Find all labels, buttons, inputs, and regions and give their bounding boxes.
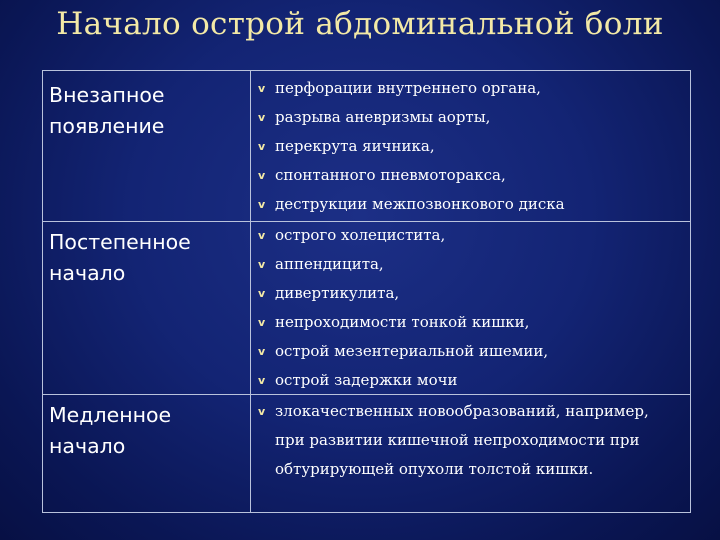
- list-item: v острого холецистита,: [258, 221, 688, 250]
- list-item: v перекрута яичника,: [258, 132, 688, 161]
- column-divider: [250, 71, 251, 512]
- list-item: v деструкции межпозвонкового диска: [258, 190, 688, 219]
- row-label-line: начало: [49, 261, 126, 285]
- list-item: v разрыва аневризмы аорты,: [258, 103, 688, 132]
- checkmark-v-icon: v: [258, 111, 266, 124]
- list-item: v острой мезентериальной ишемии,: [258, 337, 688, 366]
- cause-list-sudden: [258, 74, 688, 219]
- row-label-gradual: [49, 227, 245, 289]
- slide-title: Начало острой абдоминальной боли: [56, 6, 664, 42]
- checkmark-v-icon: v: [258, 287, 266, 300]
- checkmark-v-icon: v: [258, 374, 266, 387]
- cause-list-gradual: [258, 221, 688, 395]
- checkmark-v-icon: v: [258, 316, 266, 329]
- checkmark-v-icon: v: [258, 198, 266, 211]
- checkmark-v-icon: v: [258, 405, 266, 418]
- list-item: v аппендицита,: [258, 250, 688, 279]
- checkmark-v-icon: v: [258, 229, 266, 242]
- checkmark-v-icon: v: [258, 169, 266, 182]
- list-item: v злокачественных новообразований, например, при развитии кишечной непроходимости при обтурирующей опухоли толстой кишки.: [258, 397, 688, 484]
- row-label-line: начало: [49, 434, 126, 458]
- row-label-slow: [49, 400, 245, 462]
- list-item: v непроходимости тонкой кишки,: [258, 308, 688, 337]
- row-label-line: Медленное: [49, 403, 172, 427]
- list-item: v дивертикулита,: [258, 279, 688, 308]
- row-label-sudden: [49, 80, 245, 142]
- row-label-line: Постепенное: [49, 230, 191, 254]
- row-label-line: появление: [49, 114, 165, 138]
- checkmark-v-icon: v: [258, 140, 266, 153]
- checkmark-v-icon: v: [258, 82, 266, 95]
- list-item: v острой задержки мочи: [258, 366, 688, 395]
- checkmark-v-icon: v: [258, 258, 266, 271]
- list-item: v перфорации внутреннего органа,: [258, 74, 688, 103]
- onset-table: [42, 70, 691, 513]
- row-label-line: Внезапное: [49, 83, 165, 107]
- checkmark-v-icon: v: [258, 345, 266, 358]
- cause-list-slow: [258, 397, 688, 484]
- list-item: v спонтанного пневмоторакса,: [258, 161, 688, 190]
